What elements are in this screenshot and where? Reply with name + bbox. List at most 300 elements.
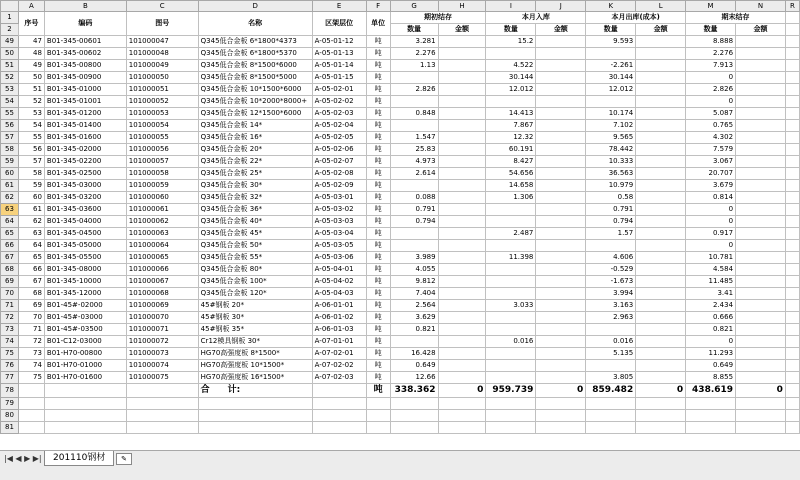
header-seq[interactable]: 序号 [18, 12, 44, 36]
row-header[interactable]: 65 [1, 228, 19, 240]
cell-seq[interactable]: 61 [18, 204, 44, 216]
row-header[interactable]: 80 [1, 410, 19, 422]
cell-in-amount[interactable] [536, 192, 586, 204]
cell-in-amount[interactable] [536, 252, 586, 264]
cell-in-amount[interactable] [536, 264, 586, 276]
cell-closing-amount[interactable] [736, 240, 786, 252]
cell-in-amount[interactable] [536, 72, 586, 84]
cell-location[interactable]: A-07-02-01 [312, 348, 366, 360]
cell-in-amount[interactable] [536, 288, 586, 300]
column-header-f[interactable]: F [366, 1, 390, 12]
cell-in-qty[interactable] [486, 288, 536, 300]
cell-closing-amount[interactable] [736, 204, 786, 216]
cell-opening-amount[interactable] [438, 84, 486, 96]
cell-name[interactable]: Q345低合金板 20* [198, 144, 312, 156]
cell-drawing-no[interactable]: 101000071 [126, 324, 198, 336]
cell-name[interactable]: Q345低合金板 6*1800*4373 [198, 36, 312, 48]
cell-opening-qty[interactable] [390, 240, 438, 252]
cell-drawing-no[interactable]: 101000049 [126, 60, 198, 72]
cell-in-qty[interactable]: 4.522 [486, 60, 536, 72]
header-amount[interactable]: 金额 [736, 24, 786, 36]
cell-drawing-no[interactable]: 101000060 [126, 192, 198, 204]
cell-location[interactable]: A-05-04-02 [312, 276, 366, 288]
cell-opening-qty[interactable]: 3.629 [390, 312, 438, 324]
cell-in-qty[interactable]: 12.32 [486, 132, 536, 144]
cell-location[interactable]: A-05-03-01 [312, 192, 366, 204]
cell-unit[interactable]: 吨 [366, 312, 390, 324]
cell-unit[interactable]: 吨 [366, 108, 390, 120]
header-amount[interactable]: 金额 [438, 24, 486, 36]
cell-drawing-no[interactable]: 101000073 [126, 348, 198, 360]
cell-location[interactable]: A-05-02-04 [312, 120, 366, 132]
cell-name[interactable]: Q345低合金板 100* [198, 276, 312, 288]
row-header[interactable]: 61 [1, 180, 19, 192]
cell[interactable] [785, 410, 799, 422]
cell[interactable] [785, 324, 799, 336]
cell-unit[interactable]: 吨 [366, 300, 390, 312]
cell-name[interactable]: Cr12模具钢板 30* [198, 336, 312, 348]
cell-in-qty[interactable] [486, 372, 536, 384]
row-header[interactable]: 62 [1, 192, 19, 204]
cell-opening-amount[interactable] [438, 264, 486, 276]
cell-opening-amount[interactable] [438, 48, 486, 60]
cell-out-qty[interactable] [586, 96, 636, 108]
cell-code[interactable]: B01-345-03000 [44, 180, 126, 192]
cell-closing-qty[interactable]: 0.666 [686, 312, 736, 324]
cell-drawing-no[interactable]: 101000050 [126, 72, 198, 84]
cell-code[interactable]: B01-345-00601 [44, 36, 126, 48]
cell-closing-amount[interactable] [736, 360, 786, 372]
cell-seq[interactable]: 70 [18, 312, 44, 324]
cell[interactable] [438, 398, 486, 410]
cell-out-amount[interactable] [636, 240, 686, 252]
cell[interactable] [785, 24, 799, 36]
cell-seq[interactable]: 47 [18, 36, 44, 48]
total-qty[interactable]: 959.739 [486, 384, 536, 398]
cell[interactable] [686, 398, 736, 410]
column-header-c[interactable]: C [126, 1, 198, 12]
row-header[interactable]: 68 [1, 264, 19, 276]
row-header[interactable]: 60 [1, 168, 19, 180]
cell-seq[interactable]: 56 [18, 144, 44, 156]
cell[interactable] [312, 398, 366, 410]
cell[interactable] [312, 410, 366, 422]
cell[interactable] [390, 422, 438, 434]
cell-code[interactable]: B01-345-08000 [44, 264, 126, 276]
cell-opening-qty[interactable]: 2.826 [390, 84, 438, 96]
row-header[interactable]: 81 [1, 422, 19, 434]
cell-unit[interactable]: 吨 [366, 60, 390, 72]
header-qty[interactable]: 数量 [686, 24, 736, 36]
cell-opening-qty[interactable] [390, 180, 438, 192]
cell-opening-qty[interactable] [390, 72, 438, 84]
cell-out-amount[interactable] [636, 72, 686, 84]
cell[interactable] [486, 410, 536, 422]
cell-in-amount[interactable] [536, 276, 586, 288]
header-code[interactable]: 编码 [44, 12, 126, 36]
cell-opening-qty[interactable] [390, 96, 438, 108]
row-header[interactable]: 59 [1, 156, 19, 168]
cell-opening-amount[interactable] [438, 252, 486, 264]
cell-in-qty[interactable]: 0.016 [486, 336, 536, 348]
cell-opening-amount[interactable] [438, 60, 486, 72]
cell[interactable] [18, 384, 44, 398]
cell-in-qty[interactable] [486, 324, 536, 336]
cell-drawing-no[interactable]: 101000052 [126, 96, 198, 108]
cell[interactable] [736, 398, 786, 410]
cell-opening-qty[interactable]: 0.791 [390, 204, 438, 216]
cell-code[interactable]: B01-345-02000 [44, 144, 126, 156]
header-qty[interactable]: 数量 [586, 24, 636, 36]
row-header[interactable]: 54 [1, 96, 19, 108]
cell-unit[interactable]: 吨 [366, 216, 390, 228]
column-header-b[interactable]: B [44, 1, 126, 12]
cell-seq[interactable]: 49 [18, 60, 44, 72]
cell-unit[interactable]: 吨 [366, 48, 390, 60]
cell-closing-qty[interactable]: 4.584 [686, 264, 736, 276]
cell[interactable] [785, 108, 799, 120]
cell-in-amount[interactable] [536, 36, 586, 48]
cell-seq[interactable]: 62 [18, 216, 44, 228]
cell[interactable] [366, 422, 390, 434]
cell-opening-qty[interactable]: 0.794 [390, 216, 438, 228]
total-unit[interactable]: 吨 [366, 384, 390, 398]
cell-opening-amount[interactable] [438, 204, 486, 216]
cell-location[interactable]: A-05-03-03 [312, 216, 366, 228]
cell-code[interactable]: B01-345-12000 [44, 288, 126, 300]
cell-seq[interactable]: 50 [18, 72, 44, 84]
cell-closing-qty[interactable]: 0 [686, 240, 736, 252]
cell-closing-amount[interactable] [736, 288, 786, 300]
cell-in-qty[interactable]: 1.306 [486, 192, 536, 204]
cell-name[interactable]: Q345低合金板 32* [198, 192, 312, 204]
cell[interactable] [785, 300, 799, 312]
row-header[interactable]: 51 [1, 60, 19, 72]
cell-out-qty[interactable]: -1.673 [586, 276, 636, 288]
cell-in-amount[interactable] [536, 108, 586, 120]
cell-code[interactable]: B01-45#-03000 [44, 312, 126, 324]
cell-out-qty[interactable]: 1.57 [586, 228, 636, 240]
cell-seq[interactable]: 65 [18, 252, 44, 264]
cell-seq[interactable]: 48 [18, 48, 44, 60]
cell-location[interactable]: A-07-02-02 [312, 360, 366, 372]
cell-out-amount[interactable] [636, 264, 686, 276]
cell-name[interactable]: Q345低合金板 50* [198, 240, 312, 252]
cell-seq[interactable]: 53 [18, 108, 44, 120]
cell-in-qty[interactable] [486, 348, 536, 360]
cell-unit[interactable]: 吨 [366, 228, 390, 240]
cell-out-amount[interactable] [636, 180, 686, 192]
row-header[interactable]: 64 [1, 216, 19, 228]
cell-in-amount[interactable] [536, 240, 586, 252]
cell-in-amount[interactable] [536, 132, 586, 144]
cell-opening-amount[interactable] [438, 312, 486, 324]
cell-drawing-no[interactable]: 101000072 [126, 336, 198, 348]
cell-opening-qty[interactable]: 12.66 [390, 372, 438, 384]
cell-out-amount[interactable] [636, 108, 686, 120]
cell-seq[interactable]: 52 [18, 96, 44, 108]
cell[interactable] [785, 204, 799, 216]
cell[interactable] [785, 372, 799, 384]
cell-opening-qty[interactable]: 25.83 [390, 144, 438, 156]
cell-unit[interactable]: 吨 [366, 192, 390, 204]
row-header[interactable]: 63 [1, 204, 19, 216]
cell[interactable] [785, 96, 799, 108]
cell-in-qty[interactable]: 2.487 [486, 228, 536, 240]
cell[interactable] [785, 276, 799, 288]
cell[interactable] [785, 36, 799, 48]
cell-in-amount[interactable] [536, 336, 586, 348]
cell-in-amount[interactable] [536, 348, 586, 360]
cell-drawing-no[interactable]: 101000061 [126, 204, 198, 216]
cell[interactable] [18, 410, 44, 422]
cell[interactable] [536, 422, 586, 434]
cell[interactable] [44, 384, 126, 398]
cell-opening-qty[interactable]: 2.276 [390, 48, 438, 60]
cell-code[interactable]: B01-345-01600 [44, 132, 126, 144]
cell-closing-qty[interactable]: 0.814 [686, 192, 736, 204]
cell-seq[interactable]: 64 [18, 240, 44, 252]
cell-out-qty[interactable]: 0.791 [586, 204, 636, 216]
cell-code[interactable]: B01-45#-03500 [44, 324, 126, 336]
cell-closing-qty[interactable]: 0 [686, 72, 736, 84]
cell-out-qty[interactable]: 78.442 [586, 144, 636, 156]
cell-location[interactable]: A-05-01-12 [312, 36, 366, 48]
cell-out-amount[interactable] [636, 144, 686, 156]
column-header-k[interactable]: K [586, 1, 636, 12]
cell-location[interactable]: A-05-02-07 [312, 156, 366, 168]
cell-out-amount[interactable] [636, 300, 686, 312]
cell[interactable] [126, 422, 198, 434]
row-header[interactable]: 70 [1, 288, 19, 300]
cell-closing-amount[interactable] [736, 372, 786, 384]
cell-closing-qty[interactable]: 7.913 [686, 60, 736, 72]
cell-code[interactable]: B01-345-04000 [44, 216, 126, 228]
cell-closing-qty[interactable]: 8.855 [686, 372, 736, 384]
cell-closing-amount[interactable] [736, 180, 786, 192]
cell-location[interactable]: A-05-02-03 [312, 108, 366, 120]
cell-drawing-no[interactable]: 101000068 [126, 288, 198, 300]
cell-code[interactable]: B01-45#-02000 [44, 300, 126, 312]
cell-name[interactable]: Q345低合金板 8*1500*6000 [198, 60, 312, 72]
cell-location[interactable]: A-05-03-06 [312, 252, 366, 264]
total-qty[interactable]: 859.482 [586, 384, 636, 398]
cell[interactable] [390, 410, 438, 422]
cell-unit[interactable]: 吨 [366, 72, 390, 84]
cell-out-qty[interactable]: 3.163 [586, 300, 636, 312]
cell-out-qty[interactable]: 12.012 [586, 84, 636, 96]
cell-name[interactable]: Q345低合金板 22* [198, 156, 312, 168]
row-header[interactable]: 74 [1, 336, 19, 348]
cell-closing-amount[interactable] [736, 36, 786, 48]
cell-in-amount[interactable] [536, 48, 586, 60]
total-qty[interactable]: 338.362 [390, 384, 438, 398]
cell-closing-amount[interactable] [736, 120, 786, 132]
cell-drawing-no[interactable]: 101000055 [126, 132, 198, 144]
cell-drawing-no[interactable]: 101000056 [126, 144, 198, 156]
cell-closing-amount[interactable] [736, 156, 786, 168]
cell-seq[interactable]: 74 [18, 360, 44, 372]
cell[interactable] [44, 410, 126, 422]
column-header-l[interactable]: L [636, 1, 686, 12]
cell-location[interactable]: A-05-04-03 [312, 288, 366, 300]
column-header-n[interactable]: N [736, 1, 786, 12]
cell-location[interactable]: A-05-03-04 [312, 228, 366, 240]
cell-name[interactable]: Q345低合金板 16* [198, 132, 312, 144]
cell-out-amount[interactable] [636, 252, 686, 264]
cell-in-qty[interactable]: 8.427 [486, 156, 536, 168]
header-amount[interactable]: 金额 [536, 24, 586, 36]
cell-opening-amount[interactable] [438, 108, 486, 120]
cell-closing-qty[interactable]: 0 [686, 204, 736, 216]
cell-closing-amount[interactable] [736, 60, 786, 72]
cell-out-qty[interactable]: 9.565 [586, 132, 636, 144]
cell-code[interactable]: B01-345-05000 [44, 240, 126, 252]
row-header[interactable]: 53 [1, 84, 19, 96]
cell[interactable] [686, 410, 736, 422]
cell-in-amount[interactable] [536, 96, 586, 108]
cell-location[interactable]: A-05-02-06 [312, 144, 366, 156]
cell-opening-qty[interactable]: 2.564 [390, 300, 438, 312]
cell[interactable] [736, 422, 786, 434]
cell-closing-amount[interactable] [736, 144, 786, 156]
cell[interactable] [636, 398, 686, 410]
cell-in-qty[interactable] [486, 96, 536, 108]
cell[interactable] [486, 398, 536, 410]
cell-drawing-no[interactable]: 101000064 [126, 240, 198, 252]
cell[interactable] [785, 312, 799, 324]
cell-out-amount[interactable] [636, 372, 686, 384]
cell-unit[interactable]: 吨 [366, 156, 390, 168]
cell-out-qty[interactable]: 7.102 [586, 120, 636, 132]
cell-in-amount[interactable] [536, 228, 586, 240]
cell-out-amount[interactable] [636, 192, 686, 204]
cell-out-qty[interactable]: 10.333 [586, 156, 636, 168]
cell-location[interactable]: A-05-02-09 [312, 180, 366, 192]
cell-opening-amount[interactable] [438, 216, 486, 228]
cell-opening-amount[interactable] [438, 336, 486, 348]
cell-closing-qty[interactable]: 5.087 [686, 108, 736, 120]
cell-seq[interactable]: 58 [18, 168, 44, 180]
cell-opening-amount[interactable] [438, 360, 486, 372]
row-header[interactable]: 58 [1, 144, 19, 156]
cell-out-qty[interactable]: 30.144 [586, 72, 636, 84]
header-name[interactable]: 名称 [198, 12, 312, 36]
row-header[interactable]: 50 [1, 48, 19, 60]
cell-unit[interactable]: 吨 [366, 324, 390, 336]
cell-opening-amount[interactable] [438, 144, 486, 156]
column-header-m[interactable]: M [686, 1, 736, 12]
cell-opening-qty[interactable]: 0.848 [390, 108, 438, 120]
cell-code[interactable]: B01-C12-03000 [44, 336, 126, 348]
cell-unit[interactable]: 吨 [366, 288, 390, 300]
cell-location[interactable]: A-06-01-03 [312, 324, 366, 336]
cell-unit[interactable]: 吨 [366, 372, 390, 384]
cell[interactable] [438, 422, 486, 434]
cell-in-qty[interactable]: 7.867 [486, 120, 536, 132]
cell-in-amount[interactable] [536, 216, 586, 228]
row-header[interactable]: 49 [1, 36, 19, 48]
cell-opening-qty[interactable]: 4.973 [390, 156, 438, 168]
cell-opening-amount[interactable] [438, 276, 486, 288]
sheet-tab[interactable]: 201110钢材 [44, 451, 114, 466]
header-location[interactable]: 区架层位 [312, 12, 366, 36]
cell-opening-amount[interactable] [438, 240, 486, 252]
cell-closing-qty[interactable]: 0.821 [686, 324, 736, 336]
cell-seq[interactable]: 67 [18, 276, 44, 288]
cell-closing-qty[interactable]: 0.765 [686, 120, 736, 132]
cell-closing-amount[interactable] [736, 48, 786, 60]
insert-sheet-icon[interactable]: ✎ [116, 453, 132, 465]
cell-opening-qty[interactable]: 0.649 [390, 360, 438, 372]
cell-unit[interactable]: 吨 [366, 360, 390, 372]
cell-unit[interactable]: 吨 [366, 336, 390, 348]
cell-out-qty[interactable]: 2.963 [586, 312, 636, 324]
cell-location[interactable]: A-05-02-05 [312, 132, 366, 144]
cell-in-qty[interactable] [486, 264, 536, 276]
cell-opening-qty[interactable]: 1.13 [390, 60, 438, 72]
cell[interactable] [785, 60, 799, 72]
cell-code[interactable]: B01-345-04500 [44, 228, 126, 240]
cell-closing-amount[interactable] [736, 168, 786, 180]
header-qty[interactable]: 数量 [486, 24, 536, 36]
cell-in-amount[interactable] [536, 300, 586, 312]
total-amount[interactable]: 0 [438, 384, 486, 398]
cell-location[interactable]: A-05-03-02 [312, 204, 366, 216]
cell-drawing-no[interactable]: 101000048 [126, 48, 198, 60]
cell[interactable] [366, 398, 390, 410]
cell-unit[interactable]: 吨 [366, 204, 390, 216]
cell-opening-amount[interactable] [438, 156, 486, 168]
cell-drawing-no[interactable]: 101000062 [126, 216, 198, 228]
cell-drawing-no[interactable]: 101000070 [126, 312, 198, 324]
cell-closing-qty[interactable]: 0 [686, 216, 736, 228]
cell-closing-qty[interactable]: 7.579 [686, 144, 736, 156]
cell-out-qty[interactable]: 36.563 [586, 168, 636, 180]
cell-name[interactable]: Q345低合金板 36* [198, 204, 312, 216]
cell-opening-qty[interactable] [390, 120, 438, 132]
cell-in-qty[interactable]: 12.012 [486, 84, 536, 96]
cell[interactable] [312, 422, 366, 434]
cell-unit[interactable]: 吨 [366, 96, 390, 108]
cell-location[interactable]: A-05-03-05 [312, 240, 366, 252]
row-header[interactable]: 73 [1, 324, 19, 336]
cell-opening-amount[interactable] [438, 192, 486, 204]
cell-in-amount[interactable] [536, 84, 586, 96]
cell-closing-amount[interactable] [736, 228, 786, 240]
cell-in-amount[interactable] [536, 324, 586, 336]
cell[interactable] [586, 398, 636, 410]
cell[interactable] [126, 398, 198, 410]
row-header[interactable]: 52 [1, 72, 19, 84]
cell-closing-amount[interactable] [736, 348, 786, 360]
total-amount[interactable]: 0 [536, 384, 586, 398]
cell-in-qty[interactable]: 54.656 [486, 168, 536, 180]
column-header-j[interactable]: J [536, 1, 586, 12]
cell-out-amount[interactable] [636, 96, 686, 108]
cell[interactable] [785, 422, 799, 434]
cell-name[interactable]: Q345低合金板 6*1800*5370 [198, 48, 312, 60]
cell-out-amount[interactable] [636, 156, 686, 168]
cell-out-amount[interactable] [636, 288, 686, 300]
header-group-3[interactable]: 本月出库(成本) [586, 12, 686, 24]
cell-seq[interactable]: 57 [18, 156, 44, 168]
cell-out-qty[interactable]: 10.174 [586, 108, 636, 120]
cell-location[interactable]: A-06-01-02 [312, 312, 366, 324]
cell-out-qty[interactable]: -2.261 [586, 60, 636, 72]
header-amount[interactable]: 金额 [636, 24, 686, 36]
cell-code[interactable]: B01-345-10000 [44, 276, 126, 288]
